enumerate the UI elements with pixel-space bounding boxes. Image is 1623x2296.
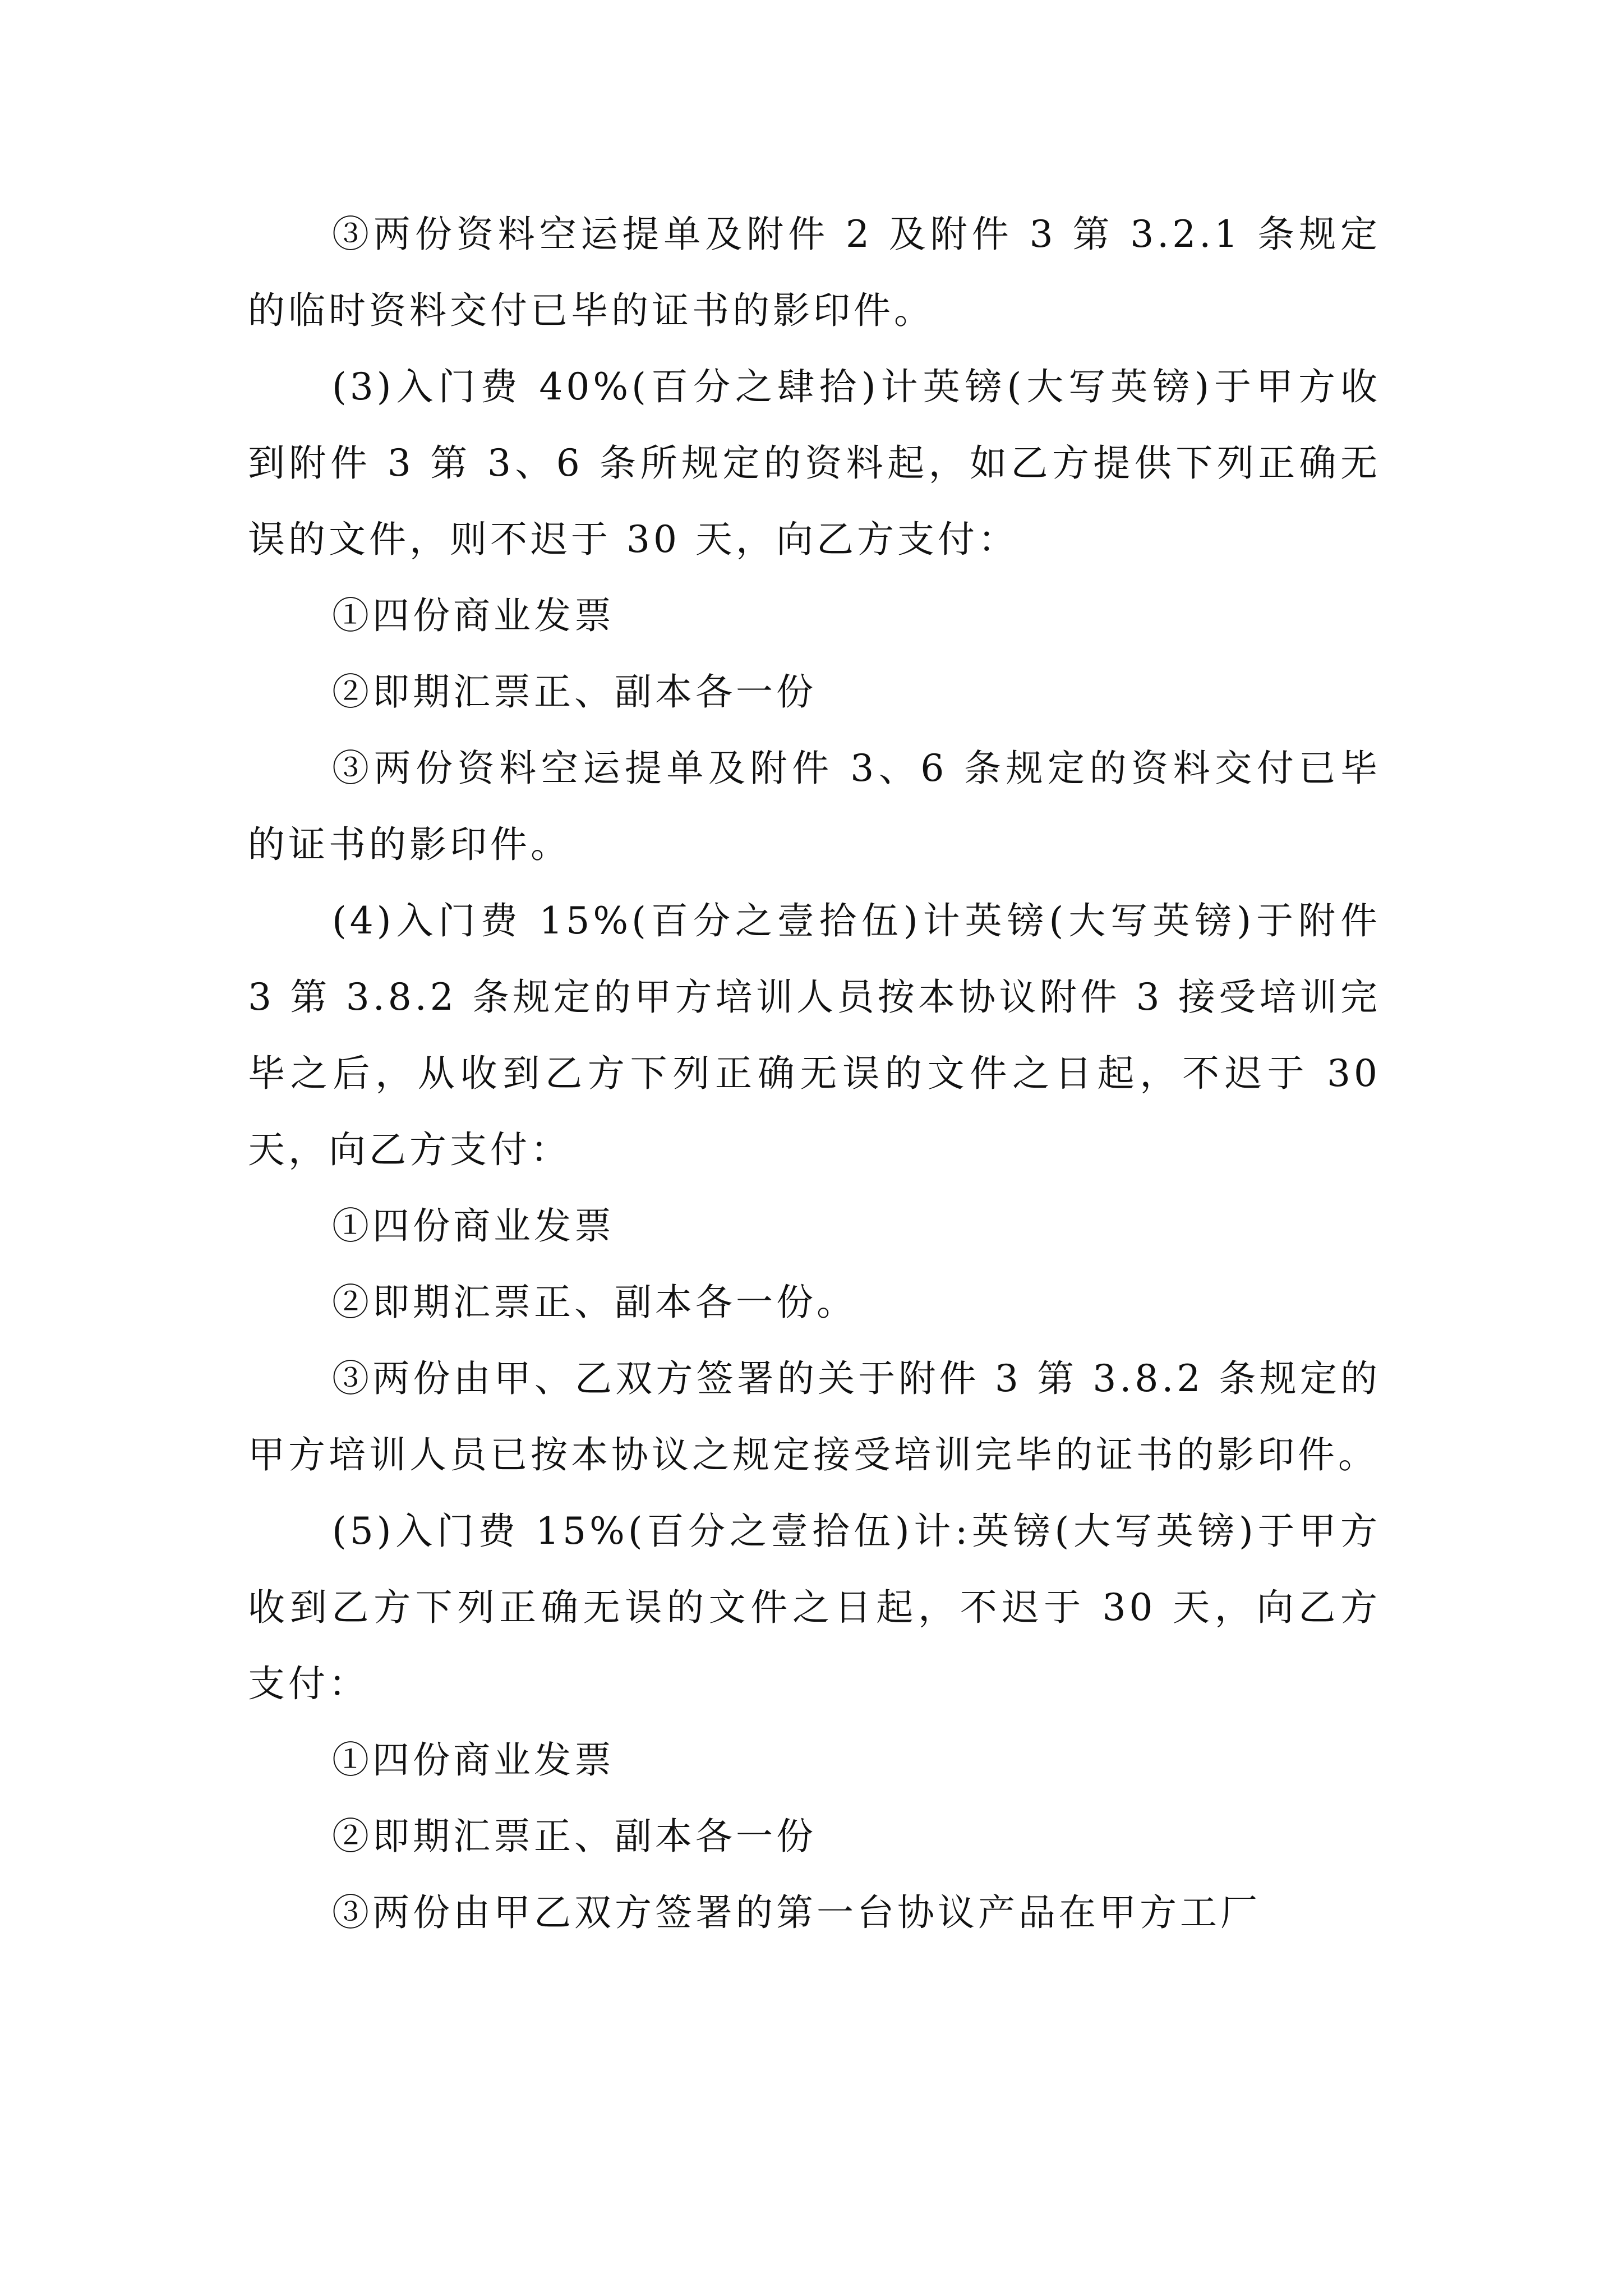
paragraph-item-3-certificate-copy: ③两份资料空运提单及附件 2 及附件 3 第 3.2.1 条规定的临时资料交付已毕的证书的影印件。 [248, 213, 1381, 332]
paragraph-payment-clause-4: (4)入门费 15%(百分之壹拾伍)计英镑(大写英镑)于附件 3 第 3.8.2 条规定的甲方培训人员按本协议附件 3 接受培训完毕之后，从收到乙方下列正确无误的文件之日起，不迟于 30 天，向乙方支付： [248, 899, 1381, 1171]
paragraph-item-training-certificate-copy: ③两份由甲、乙双方签署的关于附件 3 第 3.8.2 条规定的甲方培训人员已按本协议之规定接受培训完毕的证书的影印件。 [248, 1357, 1381, 1476]
paragraph-payment-clause-5: (5)入门费 15%(百分之壹拾伍)计:英镑(大写英镑)于甲方收到乙方下列正确无误的文件之日起，不迟于 30 天，向乙方支付： [248, 1510, 1381, 1705]
paragraph-item-first-product-certificate: ③两份由甲乙双方签署的第一台协议产品在甲方工厂 [332, 1891, 1261, 1934]
document-body [248, 196, 1381, 1951]
paragraph-item-airway-bill-copy: ③两份资料空运提单及附件 3、6 条规定的资料交付已毕的证书的影印件。 [248, 747, 1381, 866]
paragraph-item-commercial-invoice: ①四份商业发票 [332, 1204, 615, 1248]
paragraph-item-commercial-invoice: ①四份商业发票 [332, 1738, 615, 1782]
paragraph-item-sight-draft: ②即期汇票正、副本各一份 [332, 1815, 817, 1858]
paragraph-item-sight-draft: ②即期汇票正、副本各一份。 [332, 1281, 857, 1324]
paragraph-item-commercial-invoice: ①四份商业发票 [332, 594, 615, 637]
paragraph-item-sight-draft: ②即期汇票正、副本各一份 [332, 670, 817, 714]
paragraph-payment-clause-3: (3)入门费 40%(百分之肆拾)计英镑(大写英镑)于甲方收到附件 3 第 3、6 条所规定的资料起，如乙方提供下列正确无误的文件，则不迟于 30 天，向乙方支付： [248, 365, 1381, 561]
